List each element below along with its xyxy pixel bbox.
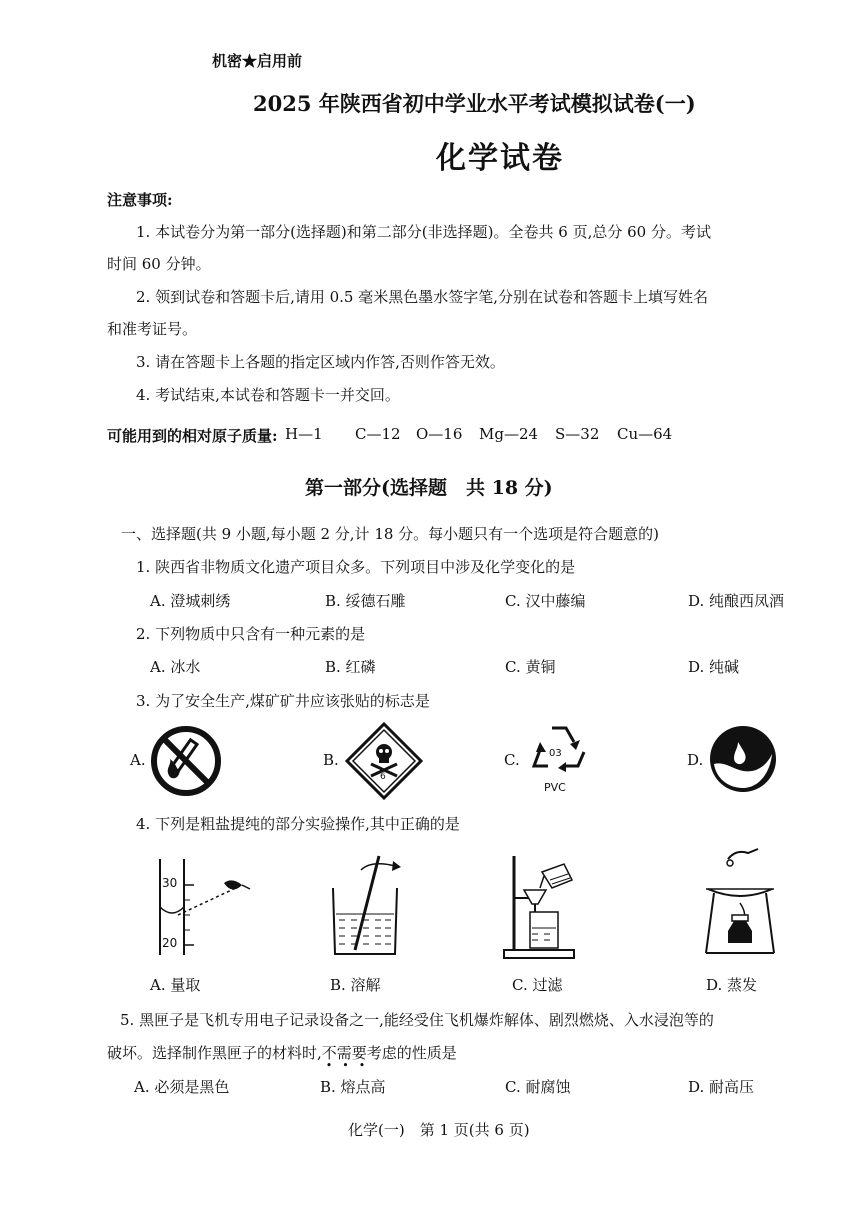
q5-emphasis-text: 不需要 xyxy=(321,1044,367,1062)
emphasis-dots-icon: ••• xyxy=(325,1059,376,1072)
notice-item-2-line2: 和准考证号。 xyxy=(107,320,198,338)
q5-stem-after: 考虑的性质是 xyxy=(366,1044,457,1062)
subject-title: 化学试卷 xyxy=(436,141,564,176)
question-2-stem: 2. 下列物质中只含有一种元素的是 xyxy=(136,625,366,643)
question-3-stem: 3. 为了安全生产,煤矿矿井应该张贴的标志是 xyxy=(136,692,430,710)
q4-option-d[interactable]: D. 蒸发 xyxy=(706,976,758,994)
notice-item-2-line1: 2. 领到试卷和答题卡后,请用 0.5 毫米黑色墨水签字笔,分别在试卷和答题卡上填写姓名 xyxy=(136,288,709,306)
q3-option-d[interactable]: D. xyxy=(687,751,704,769)
section-heading: 一、选择题(共 9 小题,每小题 2 分,计 18 分。每小题只有一个选项是符合题意的) xyxy=(121,525,660,543)
recycling-code: 03 xyxy=(549,748,562,759)
q2-option-c[interactable]: C. 黄铜 xyxy=(505,658,556,676)
question-5-stem-line2 xyxy=(107,1042,457,1072)
question-4-stem: 4. 下列是粗盐提纯的部分实验操作,其中正确的是 xyxy=(136,815,460,833)
notice-item-1-line2: 时间 60 分钟。 xyxy=(107,255,211,273)
q3-option-c[interactable]: C. xyxy=(504,751,520,769)
filtration-figure xyxy=(500,850,600,965)
no-fire-sign-icon xyxy=(150,725,222,797)
atomic-mass-mg: Mg—24 xyxy=(479,425,539,443)
notice-item-1-line1: 1. 本试卷分为第一部分(选择题)和第二部分(非选择题)。全卷共 6 页,总分 60 分。考试 xyxy=(136,223,711,241)
toxic-sign-class: 6 xyxy=(380,772,386,782)
atomic-mass-label: 可能用到的相对原子质量: xyxy=(107,427,278,445)
exam-title: 2025 年陕西省初中学业水平考试模拟试卷(一) xyxy=(253,91,696,116)
water-saving-sign-icon xyxy=(708,724,778,794)
question-1-stem: 1. 陕西省非物质文化遗产项目众多。下列项目中涉及化学变化的是 xyxy=(136,558,576,576)
q5-option-a[interactable]: A. 必须是黑色 xyxy=(134,1078,230,1096)
atomic-mass-cu: Cu—64 xyxy=(617,425,673,443)
q1-option-b[interactable]: B. 绥德石雕 xyxy=(325,592,406,610)
recycling-label: PVC xyxy=(544,781,566,794)
secret-mark: 机密★启用前 xyxy=(212,52,303,70)
cylinder-mark-30: 30 xyxy=(162,876,178,890)
q4-option-a[interactable]: A. 量取 xyxy=(150,976,201,994)
atomic-mass-s: S—32 xyxy=(555,425,600,443)
q4-option-b[interactable]: B. 溶解 xyxy=(330,976,381,994)
q5-option-b[interactable]: B. 熔点高 xyxy=(320,1078,386,1096)
q5-option-d[interactable]: D. 耐高压 xyxy=(688,1078,755,1096)
page-footer: 化学(一) 第 1 页(共 6 页) xyxy=(348,1121,530,1139)
q5-option-c[interactable]: C. 耐腐蚀 xyxy=(505,1078,571,1096)
atomic-mass-o: O—16 xyxy=(416,425,463,443)
q3-option-a[interactable]: A. xyxy=(130,751,146,769)
notice-heading: 注意事项: xyxy=(107,191,173,209)
atomic-mass-h: H—1 xyxy=(285,425,323,443)
q3-option-b[interactable]: B. xyxy=(323,751,339,769)
q5-stem-before: 破坏。选择制作黑匣子的材料时, xyxy=(107,1044,322,1062)
toxic-hazard-sign-icon xyxy=(345,722,423,800)
q2-option-d[interactable]: D. 纯碱 xyxy=(688,658,740,676)
part1-title: 第一部分(选择题 共 18 分) xyxy=(305,477,553,499)
atomic-mass-c: C—12 xyxy=(355,425,401,443)
dissolving-beaker-figure xyxy=(325,848,415,963)
notice-item-4: 4. 考试结束,本试卷和答题卡一并交回。 xyxy=(136,386,400,404)
q4-option-c[interactable]: C. 过滤 xyxy=(512,976,563,994)
q1-option-a[interactable]: A. 澄城刺绣 xyxy=(150,592,231,610)
q5-emphasis xyxy=(321,1042,376,1072)
q2-option-b[interactable]: B. 红磷 xyxy=(325,658,376,676)
cylinder-mark-20: 20 xyxy=(162,936,178,950)
q1-option-d[interactable]: D. 纯酿西凤酒 xyxy=(688,592,785,610)
q2-option-a[interactable]: A. 冰水 xyxy=(150,658,201,676)
notice-item-3: 3. 请在答题卡上各题的指定区域内作答,否则作答无效。 xyxy=(136,353,505,371)
evaporation-figure xyxy=(700,845,780,965)
question-5-stem-line1: 5. 黑匣子是飞机专用电子记录设备之一,能经受住飞机爆炸解体、剧烈燃烧、入水浸泡等的 xyxy=(120,1011,714,1029)
q1-option-c[interactable]: C. 汉中藤编 xyxy=(505,592,586,610)
